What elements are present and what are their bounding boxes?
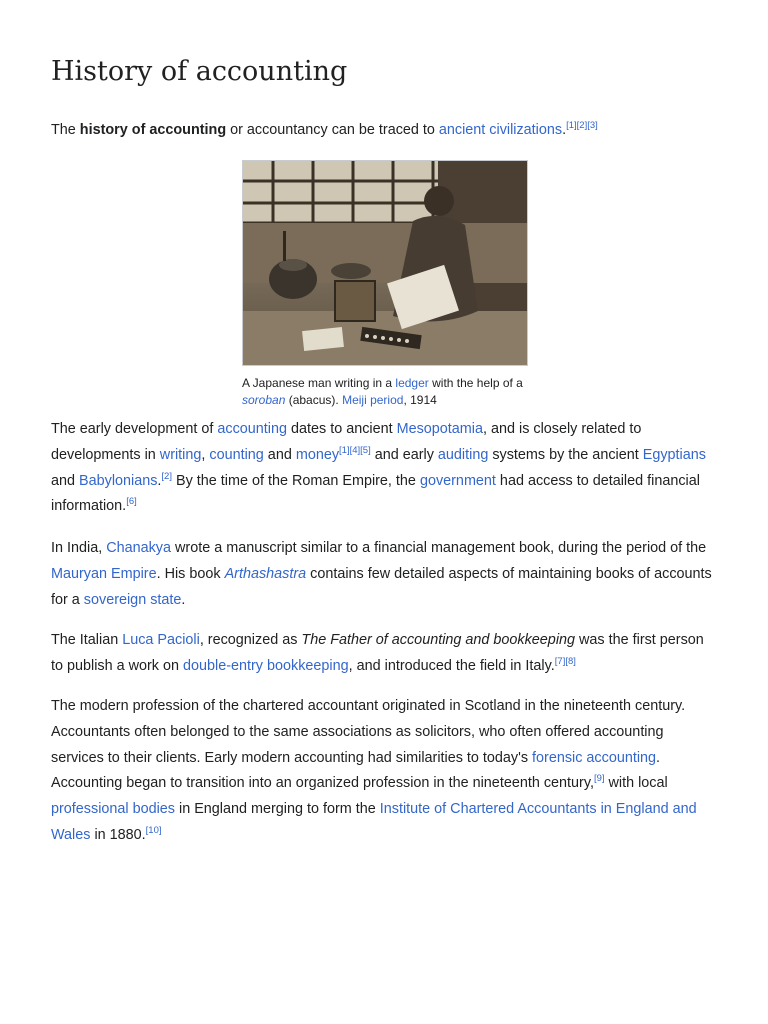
link-money[interactable]: money [295,446,340,463]
citation-link[interactable]: [1] [566,120,577,132]
citation-link[interactable]: [6] [126,496,137,508]
link-auditing[interactable]: auditing [437,446,489,463]
photo-japanese-man-ledger[interactable] [242,160,528,366]
citation-link[interactable]: [8] [565,656,576,667]
citation-link[interactable]: [9] [593,773,605,785]
citation-link[interactable]: [7] [554,656,566,667]
link-double-entry-bookkeeping[interactable]: double-entry bookkeeping [183,657,349,674]
link-professional-bodies[interactable]: professional bodies [51,801,175,818]
link-soroban[interactable]: soroban [242,393,286,407]
bold-term: history of accounting [79,122,227,138]
citation-link[interactable]: [3] [587,120,598,132]
link-accounting[interactable]: accounting [217,421,287,437]
link-writing[interactable]: writing [159,446,202,463]
link-ancient-civilizations[interactable]: ancient civilizations [438,122,563,138]
page-title: History of accounting [51,56,348,87]
citation-link[interactable]: [2] [576,120,588,132]
link-egyptians[interactable]: Egyptians [642,446,706,463]
citation-link[interactable]: [5] [360,445,371,456]
link-arthashastra[interactable]: Arthashastra [224,565,307,582]
citation-link[interactable]: [4] [349,445,361,456]
italic-title: The Father of accounting and bookkeeping [301,632,576,648]
paragraph-early-development: The early development of accounting dates to ancient Mesopotamia, and is closely related to developments in writing, counting and money[1][4][5] and early auditing systems by the ancient Egyptians and Babylonians.[2] By the time of the Roman Empire, the government had access to detailed financial information.[6] [51,421,706,515]
link-luca-pacioli[interactable]: Luca Pacioli [122,632,200,648]
link-ledger[interactable]: ledger [395,376,429,390]
link-icaew[interactable]: Institute of Chartered Accountants in England and Wales [51,801,697,843]
figure [242,160,528,409]
paragraph-india: In India, Chanakya wrote a manuscript similar to a financial management book, during the period of the Mauryan Empire. His book Arthashastra contains few detailed aspects of maintaining books of accounts for a sovereign state. [51,540,712,608]
citation-link[interactable]: [10] [145,825,162,837]
link-meiji-period[interactable]: Meiji period [342,393,404,407]
link-chanakya[interactable]: Chanakya [106,540,172,556]
paragraph-pacioli: The Italian Luca Pacioli, recognized as The Father of accounting and bookkeeping was the first person to publish a work on double-entry bookkeeping, and introduced the field in Italy.[7][8] [51,632,704,674]
figure-caption: A Japanese man writing in a ledger with the help of a soroban (abacus). Meiji period, 1914 [242,376,523,407]
link-forensic-accounting[interactable]: forensic accounting [532,749,657,766]
intro-paragraph: The history of accounting or accountancy can be traced to ancient civilizations.[1][2][3] [51,120,598,138]
link-government[interactable]: government [419,472,496,489]
citation-link[interactable]: [2] [161,470,172,482]
paragraph-modern-profession: The modern profession of the chartered accountant originated in Scotland in the nineteenth century. Accountants often belonged to the same associations as solicitors, who often offered accounting services to their clients. Early modern accounting had similarities to today's forensic accounting. Accounting began to transition into an organized profession in the nineteenth century,[9] with local professional bodies in England merging to form the Institute of Chartered Accountants in England and Wales in 1880.[10] [51,698,697,843]
link-counting[interactable]: counting [209,446,264,463]
link-babylonians[interactable]: Babylonians [79,472,158,489]
citation-link[interactable]: [1] [339,445,350,456]
link-sovereign-state[interactable]: sovereign state [83,591,182,608]
link-mesopotamia[interactable]: Mesopotamia [396,421,483,437]
link-mauryan-empire[interactable]: Mauryan Empire [51,565,157,582]
